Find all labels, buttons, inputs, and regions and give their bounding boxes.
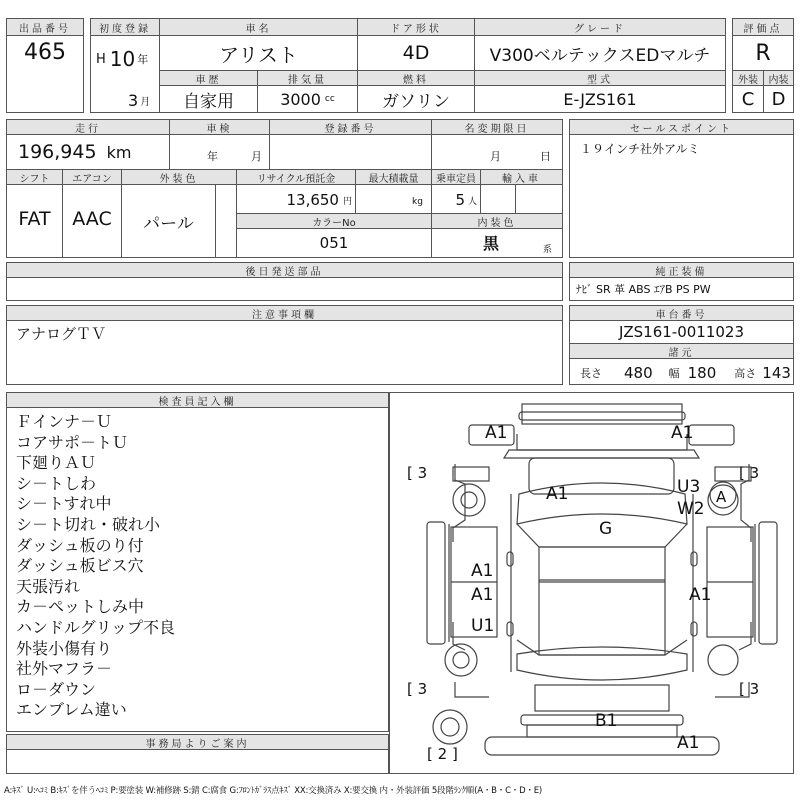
tire-rear-left: [ 3 [407, 680, 428, 698]
inspector-line: コアサポ－トＵ [16, 432, 129, 452]
month-unit: 月 [140, 96, 151, 108]
interior-color: 黒 [482, 233, 499, 253]
chassis-number: JZS161-0011023 [618, 323, 745, 341]
shift: FAT [18, 208, 51, 230]
inspector-line: 天張汚れ [16, 576, 81, 596]
length: 480 [624, 364, 653, 382]
inspector-line: ロ－ダウン [16, 679, 97, 699]
notes-text: アナログＴＶ [16, 324, 107, 343]
damage-mark: G [599, 519, 613, 539]
damage-mark: W2 [677, 499, 705, 519]
circle-a-mark: A [716, 488, 727, 506]
inspection-month: 月 [251, 150, 262, 163]
mileage-unit: km [106, 142, 132, 162]
inspector-line: シ－トすれ中 [16, 494, 112, 514]
exterior-label: 外装 [732, 70, 764, 86]
inspection-year: 年 [207, 150, 218, 163]
capacity-unit: 人 [467, 196, 477, 207]
sales-point-label: セールスポイント [569, 119, 794, 135]
intcolor-label: 内装色 [431, 213, 563, 229]
door-label: ドア形状 [357, 18, 475, 36]
tire-front-left: [ 3 [407, 464, 428, 482]
inspector-line: Ｆインナ－Ｕ [16, 412, 113, 431]
reg-month: 3 [128, 90, 139, 110]
office-label: 事務局よりご案内 [6, 734, 389, 750]
car-name: アリスト [219, 42, 298, 67]
change-month: 月 [490, 150, 501, 163]
recycle-amount: 13,650 [286, 191, 339, 209]
length-label: 長さ [580, 367, 602, 380]
recycle-label: リサイクル預託金 [236, 169, 356, 185]
later-parts-label: 後日発送部品 [6, 262, 563, 278]
ac: AAC [72, 208, 112, 230]
reg-number-label: 登録番号 [269, 119, 432, 135]
recycle-unit: 円 [342, 196, 352, 207]
dims-label: 諸元 [569, 343, 794, 359]
damage-mark: A1 [485, 423, 508, 443]
notes-label: 注意事項欄 [6, 305, 563, 321]
lot-number: 465 [24, 39, 66, 65]
model-code: E-JZS161 [563, 89, 637, 109]
fuel: ガソリン [382, 91, 450, 112]
damage-mark: A1 [471, 585, 494, 605]
height: 143 [762, 364, 791, 382]
damage-mark: A1 [671, 423, 694, 443]
color-label: 外装色 [121, 169, 237, 185]
damage-mark: A1 [689, 585, 712, 605]
inspection-label: 車検 [169, 119, 270, 135]
interior-grade: D [771, 88, 786, 110]
import-label: 輸入車 [480, 169, 563, 185]
ac-label: エアコン [62, 169, 122, 185]
tire-front-right: [ 3 [739, 464, 760, 482]
chassis-label: 車台番号 [569, 305, 794, 321]
damage-mark: U1 [471, 616, 495, 636]
grade-label: グレード [474, 18, 726, 36]
exterior-color: パール [143, 213, 194, 234]
colorno-label: カラーNo [236, 213, 432, 229]
reg-year: 10 [109, 47, 136, 71]
inspector-line: カ－ペットしみ中 [16, 597, 145, 617]
inspector-line: シ－ト切れ・破れ小 [16, 515, 161, 534]
first-reg-label: 初度登録 [90, 18, 160, 36]
width: 180 [687, 364, 717, 382]
fuel-label: 燃料 [357, 70, 475, 86]
car-damage-diagram [389, 392, 800, 772]
inspector-line: ダッシュ板のり付 [16, 535, 144, 555]
damage-mark: A1 [546, 484, 569, 504]
interior-label: 内装 [763, 70, 794, 86]
inspector-label: 検査員記入欄 [6, 392, 389, 408]
history-label: 車歴 [159, 70, 258, 86]
displacement-label: 排気量 [257, 70, 358, 86]
year-unit: 年 [137, 53, 149, 66]
height-label: 高さ [734, 367, 757, 380]
width-label: 幅 [668, 367, 680, 380]
intcolor-unit: 系 [543, 244, 553, 255]
name-change-label: 名変期限日 [431, 119, 563, 135]
equipment-text: ﾅﾋﾞ SR 革 ABS ｴｱB PS PW [576, 283, 711, 296]
spare-tire: [ 2 ] [427, 745, 458, 763]
equipment-label: 純正装備 [569, 262, 794, 278]
shift-label: シフト [6, 169, 63, 185]
model-label: 型式 [474, 70, 726, 86]
score-label: 評価点 [732, 18, 794, 36]
capacity: 5 [455, 191, 465, 209]
load-label: 最大積載量 [355, 169, 432, 185]
tire-rear-right: [ 3 [739, 680, 760, 698]
damage-mark: B1 [595, 711, 618, 731]
lot-number-label: 出品番号 [6, 18, 84, 36]
damage-mark: U3 [677, 477, 701, 497]
damage-mark: A1 [471, 561, 494, 581]
door-type: 4D [402, 42, 430, 64]
mileage: 196,945 [18, 141, 97, 163]
era: H [96, 51, 106, 67]
history: 自家用 [183, 91, 234, 112]
inspector-line: 外装小傷有り [16, 638, 113, 658]
inspector-line: シ－トしわ [16, 473, 97, 493]
change-day: 日 [540, 150, 551, 163]
capacity-label: 乗車定員 [431, 169, 481, 185]
inspector-line: 下廻りＡＵ [16, 453, 97, 473]
legend: A:ｷｽﾞ U:ﾍｺﾐ B:ｷｽﾞを伴うﾍｺﾐ P:要塗装 W:補修跡 S:錆 C:腐食 G:ﾌﾛﾝﾄｶﾞﾗｽ点ｷｽﾞ XX:交換済み X:要交換 内・外装評価 5段階ﾗﾝｸ順(A・B・C・D・E) [4, 786, 543, 796]
displacement: 3000 [280, 89, 321, 109]
inspector-line: ハンドルグリップ不良 [16, 618, 176, 637]
inspector-line: 社外マフラ－ [16, 659, 113, 679]
mileage-label: 走行 [6, 119, 170, 135]
inspector-line: エンブレム違い [16, 700, 127, 720]
color-number: 051 [319, 234, 349, 252]
displacement-unit: cc [324, 94, 335, 104]
sales-point-text: １９インチ社外アルミ [580, 141, 700, 156]
exterior-grade: C [741, 88, 755, 110]
score: R [755, 40, 771, 66]
grade: V300ベルテックスEDマルチ [489, 45, 711, 66]
load-unit: kg [412, 197, 423, 207]
damage-mark: A1 [677, 733, 700, 753]
car-name-label: 車名 [159, 18, 358, 36]
inspector-line: ダッシュ板ビス穴 [16, 556, 144, 576]
